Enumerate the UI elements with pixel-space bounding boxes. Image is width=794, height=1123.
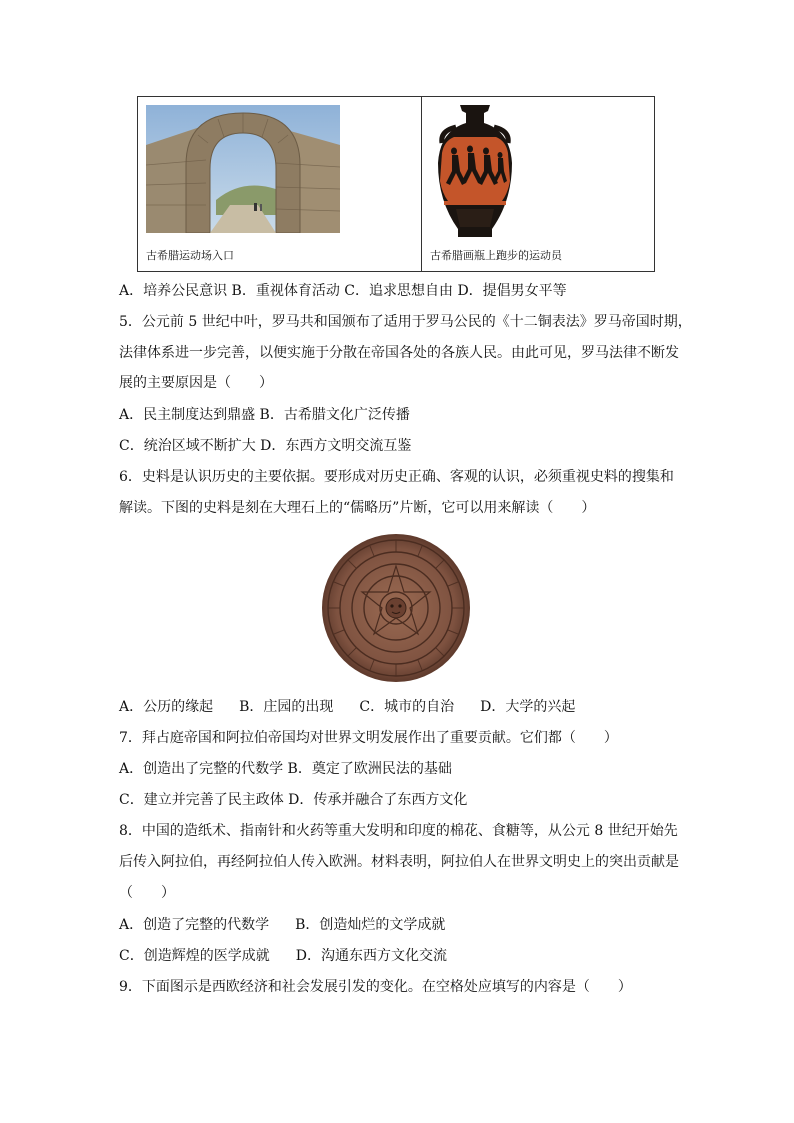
q6-option-a: A．公历的缘起 bbox=[119, 699, 214, 715]
q6-stem-line-2: 解读。下图的史料是刻在大理石上的“儒略历”片断，它可以用来解读（ ） bbox=[119, 500, 596, 516]
q8-options-row-1 bbox=[119, 916, 445, 934]
figure-cell-vase bbox=[422, 97, 654, 271]
q4-options: A．培养公民意识 B．重视体育活动 C．追求思想自由 D．提倡男女平等 bbox=[119, 283, 567, 299]
q8-option-d: D．沟通东西方文化交流 bbox=[295, 948, 447, 964]
q5-options-row-2: C．统治区域不断扩大 D．东西方文明交流互鉴 bbox=[119, 438, 412, 454]
calendar-stone-image bbox=[320, 532, 472, 684]
q7-options-row-1: A．创造出了完整的代数学 B．奠定了欧洲民法的基础 bbox=[119, 761, 452, 777]
q8-options-row-2 bbox=[119, 947, 447, 965]
q6-options bbox=[119, 698, 575, 716]
q8-stem-line-2: 后传入阿拉伯，再经阿拉伯人传入欧洲。材料表明，阿拉伯人在世界文明史上的突出贡献是 bbox=[119, 854, 679, 870]
q5-stem-line-1: 5．公元前 5 世纪中叶，罗马共和国颁布了适用于罗马公民的《十二铜表法》罗马帝国时期， bbox=[119, 314, 692, 330]
figure-table bbox=[137, 96, 655, 272]
q8-stem-line-3: （ ） bbox=[119, 885, 175, 901]
greek-vase-image bbox=[430, 101, 520, 243]
q9-stem: 9．下面图示是西欧经济和社会发展引发的变化。在空格处应填写的内容是（ ） bbox=[119, 979, 632, 995]
figure-cell-stadium bbox=[138, 97, 422, 271]
q5-stem-line-3: 展的主要原因是（ ） bbox=[119, 375, 273, 391]
stadium-entrance-image bbox=[146, 105, 340, 233]
q7-stem: 7．拜占庭帝国和阿拉伯帝国均对世界文明发展作出了重要贡献。它们都（ ） bbox=[119, 730, 618, 746]
q8-option-b: B．创造灿烂的文学成就 bbox=[295, 917, 446, 933]
q6-option-c: C．城市的自治 bbox=[359, 699, 455, 715]
q8-stem-line-1: 8．中国的造纸术、指南针和火药等重大发明和印度的棉花、食糖等，从公元 8 世纪开始先 bbox=[119, 823, 678, 839]
q7-options-row-2: C．建立并完善了民主政体 D．传承并融合了东西方文化 bbox=[119, 792, 468, 808]
q8-option-c: C．创造辉煌的医学成就 bbox=[119, 948, 270, 964]
stadium-caption: 古希腊运动场入口 bbox=[146, 249, 234, 262]
q6-option-d: D．大学的兴起 bbox=[480, 699, 576, 715]
q8-option-a: A．创造了完整的代数学 bbox=[119, 917, 270, 933]
vase-caption: 古希腊画瓶上跑步的运动员 bbox=[430, 249, 562, 262]
q6-stem-line-1: 6．史料是认识历史的主要依据。要形成对历史正确、客观的认识，必须重视史料的搜集和 bbox=[119, 469, 674, 485]
q5-stem-line-2: 法律体系进一步完善，以便实施于分散在帝国各处的各族人民。由此可见，罗马法律不断发 bbox=[119, 345, 679, 361]
q6-option-b: B．庄园的出现 bbox=[239, 699, 334, 715]
q5-options-row-1: A．民主制度达到鼎盛 B．古希腊文化广泛传播 bbox=[119, 407, 410, 423]
